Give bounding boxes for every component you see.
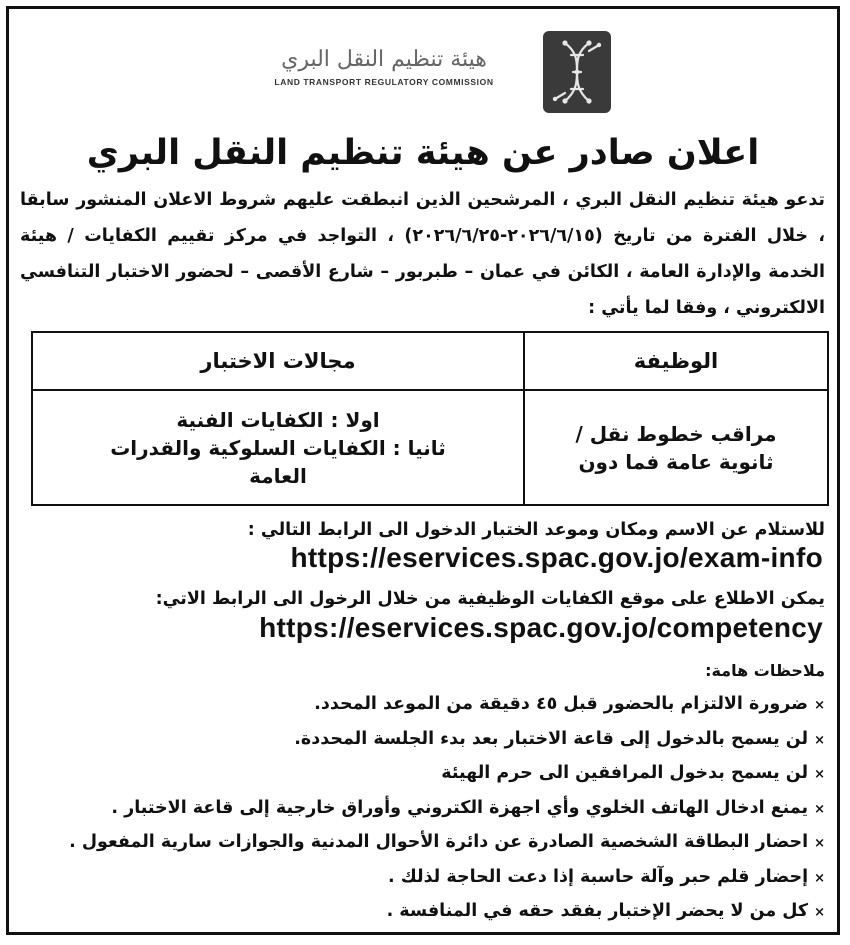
announcement-title: اعلان صادر عن هيئة تنظيم النقل البري	[86, 133, 760, 173]
list-item	[20, 825, 825, 860]
bullet-icon: ×	[814, 698, 825, 713]
test-fields-cell	[32, 390, 524, 505]
intro-paragraph: تدعو هيئة تنظيم النقل البري ، المرشحين الذين انبطقت عليهم شروط الاعلان المنشور سابقا ، خلال الفترة من تاريخ (٢٠٢٦/٦/١٥-٢٠٢٦/٦/٢٥) ، التواجد في مركز تقييم الكفايات / هيئة الخدمة والإدارة العامة ، الكائن في عمان – طبربور – شارع الأقصى – لحضور الاختبار التنافسي الالكتروني ، وفقا لما يأتي :	[20, 190, 826, 318]
exam-info-link[interactable]: https://eservices.spac.gov.jo/exam-info	[290, 542, 823, 573]
bullet-icon: ×	[814, 905, 825, 920]
test-field-line: العامة	[249, 463, 307, 488]
list-item	[20, 860, 825, 895]
competency-link[interactable]: https://eservices.spac.gov.jo/competency	[259, 612, 823, 643]
bullet-icon: ×	[814, 767, 825, 782]
brand-name-english: LAND TRANSPORT REGULATORY COMMISSION	[274, 77, 494, 87]
note-text: كل من لا يحضر الإختبار بفقد حقه في المنافسة .	[386, 901, 809, 921]
bullet-icon: ×	[814, 870, 825, 886]
header-job: الوظيفة	[524, 332, 828, 390]
exam-info-label: للاستلام عن الاسم ومكان وموعد الختبار الدخول الى الرابط التالي :	[247, 520, 825, 540]
note-text: ضرورة الالتزام بالحضور قبل ٤٥ دقيقة من الموعد المحدد.	[314, 694, 809, 714]
header	[9, 27, 837, 122]
note-text: لن يسمح بالدخول إلى قاعة الاختبار بعد بدء الجلسة المحددة.	[294, 728, 809, 749]
note-text: يمنع ادخال الهاتف الخلوي وأي اجهزة الكتروني وأوراق خارجية إلى قاعة الاختبار .	[111, 797, 809, 818]
job-line: ثانوية عامة فما دون	[578, 449, 774, 474]
test-field-line: اولا : الكفايات الفنية	[176, 407, 380, 432]
note-text: إحضار قلم حبر وآلة حاسبة إذا دعت الحاجة لذلك .	[387, 866, 809, 887]
job-cell	[524, 390, 828, 505]
test-field-line: ثانيا : الكفايات السلوكية والقدرات	[110, 435, 446, 460]
list-item	[20, 756, 825, 791]
notes-title: ملاحظات هامة:	[705, 661, 825, 680]
bullet-icon: ×	[814, 801, 825, 817]
lrtc-logo-icon	[543, 31, 611, 113]
brand-name-arabic: هيئة تنظيم النقل البري	[281, 47, 487, 72]
list-item	[20, 687, 825, 722]
job-line: مراقب خطوط نقل /	[575, 421, 777, 446]
table-header-row	[32, 332, 828, 390]
bullet-icon: ×	[814, 836, 825, 851]
table-row	[32, 390, 828, 505]
bullet-icon: ×	[814, 732, 825, 748]
note-text: احضار البطاقة الشخصية الصادرة عن دائرة الأحوال المدنية والجوازات سارية المفعول .	[69, 832, 809, 852]
competency-label: يمكن الاطلاع على موقع الكفايات الوظيفية من خلال الرخول الى الرابط الاتي:	[155, 589, 825, 609]
notes-list	[20, 687, 825, 929]
jobs-table	[31, 331, 829, 506]
list-item	[20, 791, 825, 826]
list-item	[20, 894, 825, 929]
brand	[239, 45, 529, 87]
announcement-page	[6, 6, 840, 935]
list-item	[20, 722, 825, 757]
header-test-fields: مجالات الاختبار	[32, 332, 524, 390]
note-text: لن يسمح بدخول المرافقين الى حرم الهيئة	[441, 763, 809, 783]
